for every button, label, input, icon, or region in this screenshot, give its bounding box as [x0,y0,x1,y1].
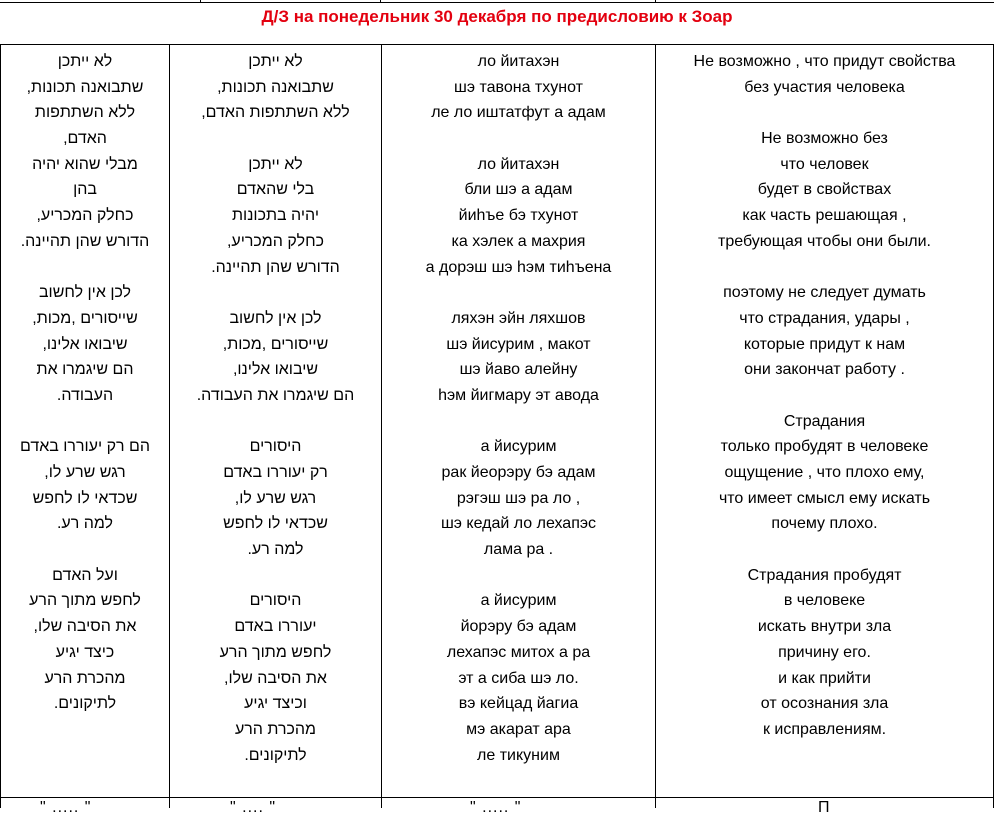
text-line [1,255,169,281]
text-line: Страдания [783,412,866,430]
russian-translation-column [656,45,993,797]
text-line: лехапэс митох а ра [446,643,591,661]
text-line: ле ло иштатфут а адам [431,104,606,122]
text-line: שיבואו אלינו, [42,335,128,353]
homework-title-text: Д/З на понедельник 30 декабря по предисловию к Зоар [261,7,733,26]
text-line [170,409,381,435]
text-line [382,280,655,306]
text-line [382,563,655,589]
text-line: Страдания пробудят [747,566,902,584]
text-line: שכדאי לו לחפש [223,515,328,533]
text-line: למה רע. [247,541,304,559]
text-line: ללא השתתפות האדם, [201,104,350,122]
text-line: что человек [780,155,869,173]
text-line: которые придут к нам [743,335,906,353]
text-line: а дорэш шэ hэм тиhъена [425,258,612,276]
text-line: к исправлениям. [762,720,887,738]
text-line: только пробудят в человеке [720,438,929,456]
text-line: от осознания зла [760,695,889,713]
text-line: бли шэ а адам [464,181,573,199]
text-line: את הסיבה שלו, [224,669,327,687]
text-line: היסורים [249,438,302,456]
text-line: шэ йаво алейну [459,361,578,379]
text-line: что имеет смысл ему искать [718,489,931,507]
text-line: כחלק המכריע, [36,207,134,225]
text-line: לא ייתכן [248,155,303,173]
text-line [382,126,655,152]
text-line: שתבואנה תכונות, [217,78,334,96]
text-line: יעוררו באדם [234,618,317,636]
text-line: רגש שרע לו, [234,489,317,507]
text-line: шэ тавона тхунот [454,78,583,96]
text-line: эт а сиба шэ ло. [458,669,579,687]
text-line: что страдания, удары , [739,309,910,327]
text-line: שיבואו אלינו, [232,361,319,379]
text-line: שייסורים ,מכות, [222,335,329,353]
text-line: העבודה. [56,386,114,404]
text-line: требующая чтобы они были. [718,232,931,250]
text-line: מהכרת הרע [44,669,126,687]
next-row-cell-text: " ..... " [470,799,522,816]
hebrew-original-column [1,45,169,797]
text-line [382,409,655,435]
text-line: כיצד יגיע [55,643,115,661]
text-line: они закончат работу . [744,361,905,379]
text-line: לא ייתכן [57,53,113,70]
text-line: ле тикуним [477,746,560,764]
text-line: הדורש שהן תהיינה. [211,258,340,276]
text-line: וכיצד יגיע [244,695,307,713]
text-line: לתיקונים. [244,746,307,764]
text-line: שכדאי לו לחפש [32,489,138,507]
text-line [170,563,381,589]
text-line: לחפש מתוך הרע [219,643,332,661]
text-line: מהכרת הרע [234,720,317,738]
text-line: ло йитахэн [477,155,560,173]
text-line: האדם, [63,130,107,148]
text-line: йорэру бэ адам [460,618,577,636]
text-line: מבלי שהוא יהיה [32,155,138,173]
text-line: ощущение , что плохо ему, [724,464,925,481]
text-line: а йисурим [480,592,557,610]
text-table [0,44,994,816]
text-line: ללא השתתפות [34,104,136,122]
text-line: лама ра . [483,541,554,559]
homework-title [0,4,994,30]
text-line [170,280,381,306]
text-line: будет в свойствах [757,181,892,199]
next-row-cell-text: П [818,799,831,816]
text-line: בלי שהאדם [236,181,315,199]
hebrew-restructured-column [170,45,381,797]
previous-row-divider [200,0,201,3]
previous-row-border [0,0,994,3]
next-row-cell-text: " ..... " [40,799,92,816]
text-line [1,409,169,435]
text-line: Не возможно , что придут свойства [693,53,956,70]
text-line [170,126,381,152]
text-line: לתיקונים. [53,695,117,713]
text-line: ляхэн эйн ляхшов [451,309,586,327]
text-line: ло йитахэн [477,53,560,70]
text-line [1,537,169,563]
text-line: рак йеорэру бэ адам [441,464,596,481]
previous-row-divider [655,0,656,3]
text-line: рэгэш шэ ра ло , [456,489,581,507]
text-line: לכן אין לחשוב [229,309,322,327]
text-line: לכן אין לחשוב [38,284,132,302]
text-line: למה רע. [56,515,114,533]
text-line: לחפש מתוך הרע [29,592,141,610]
text-line: יהיה בתכונות [231,207,319,225]
text-line: шэ йисурим , макот [446,335,591,353]
text-line: שתבואנה תכונות, [26,78,144,96]
text-line [656,255,993,281]
text-line: Не возможно без [761,130,888,148]
text-line: ועל האדם [52,566,118,584]
text-line: שייסורים ,מכות, [32,309,138,327]
transliteration-column [382,45,655,797]
text-line: היסורים [249,592,302,610]
text-line [656,100,993,126]
text-line: hэм йигмару эт авода [438,386,599,404]
text-line: а йисурим [480,438,557,456]
text-line: כחלק המכריע, [226,232,325,250]
text-line: поэтому не следует думать [723,284,926,302]
text-line [656,383,993,409]
text-line: רק יעוררו באדם [223,464,328,481]
text-line: הם שיגמרו את העבודה. [196,386,355,404]
text-line: לא ייתכן [248,53,303,70]
text-line: רגש שרע לו, [44,464,126,481]
text-line: בהן [73,181,97,199]
text-line: почему плохо. [771,515,878,533]
text-line: הדורש שהן תהיינה. [20,232,150,250]
text-line: את הסיבה שלו, [33,618,137,636]
next-row-cell-text: " .... " [230,799,277,816]
text-line: причину его. [778,643,871,661]
text-line [656,537,993,563]
text-line: искать внутри зла [757,618,892,636]
text-line: הם שיגמרו את [36,361,134,379]
text-line: вэ кейцад йагиа [458,695,579,713]
text-line: йиhъе бэ тхунот [458,207,579,225]
text-line: как часть решающая , [742,207,907,225]
text-line: הם רק יעוררו באדם [19,438,151,456]
text-line: без участия человека [744,78,905,96]
text-line: шэ кедай ло лехапэс [440,515,597,533]
text-line: ка хэлек а махрия [451,232,586,250]
row-divider [0,797,994,798]
previous-row-divider [380,0,381,3]
text-line: и как прийти [778,669,871,687]
text-line: в человеке [783,592,866,610]
text-line: мэ акарат ара [466,720,571,738]
